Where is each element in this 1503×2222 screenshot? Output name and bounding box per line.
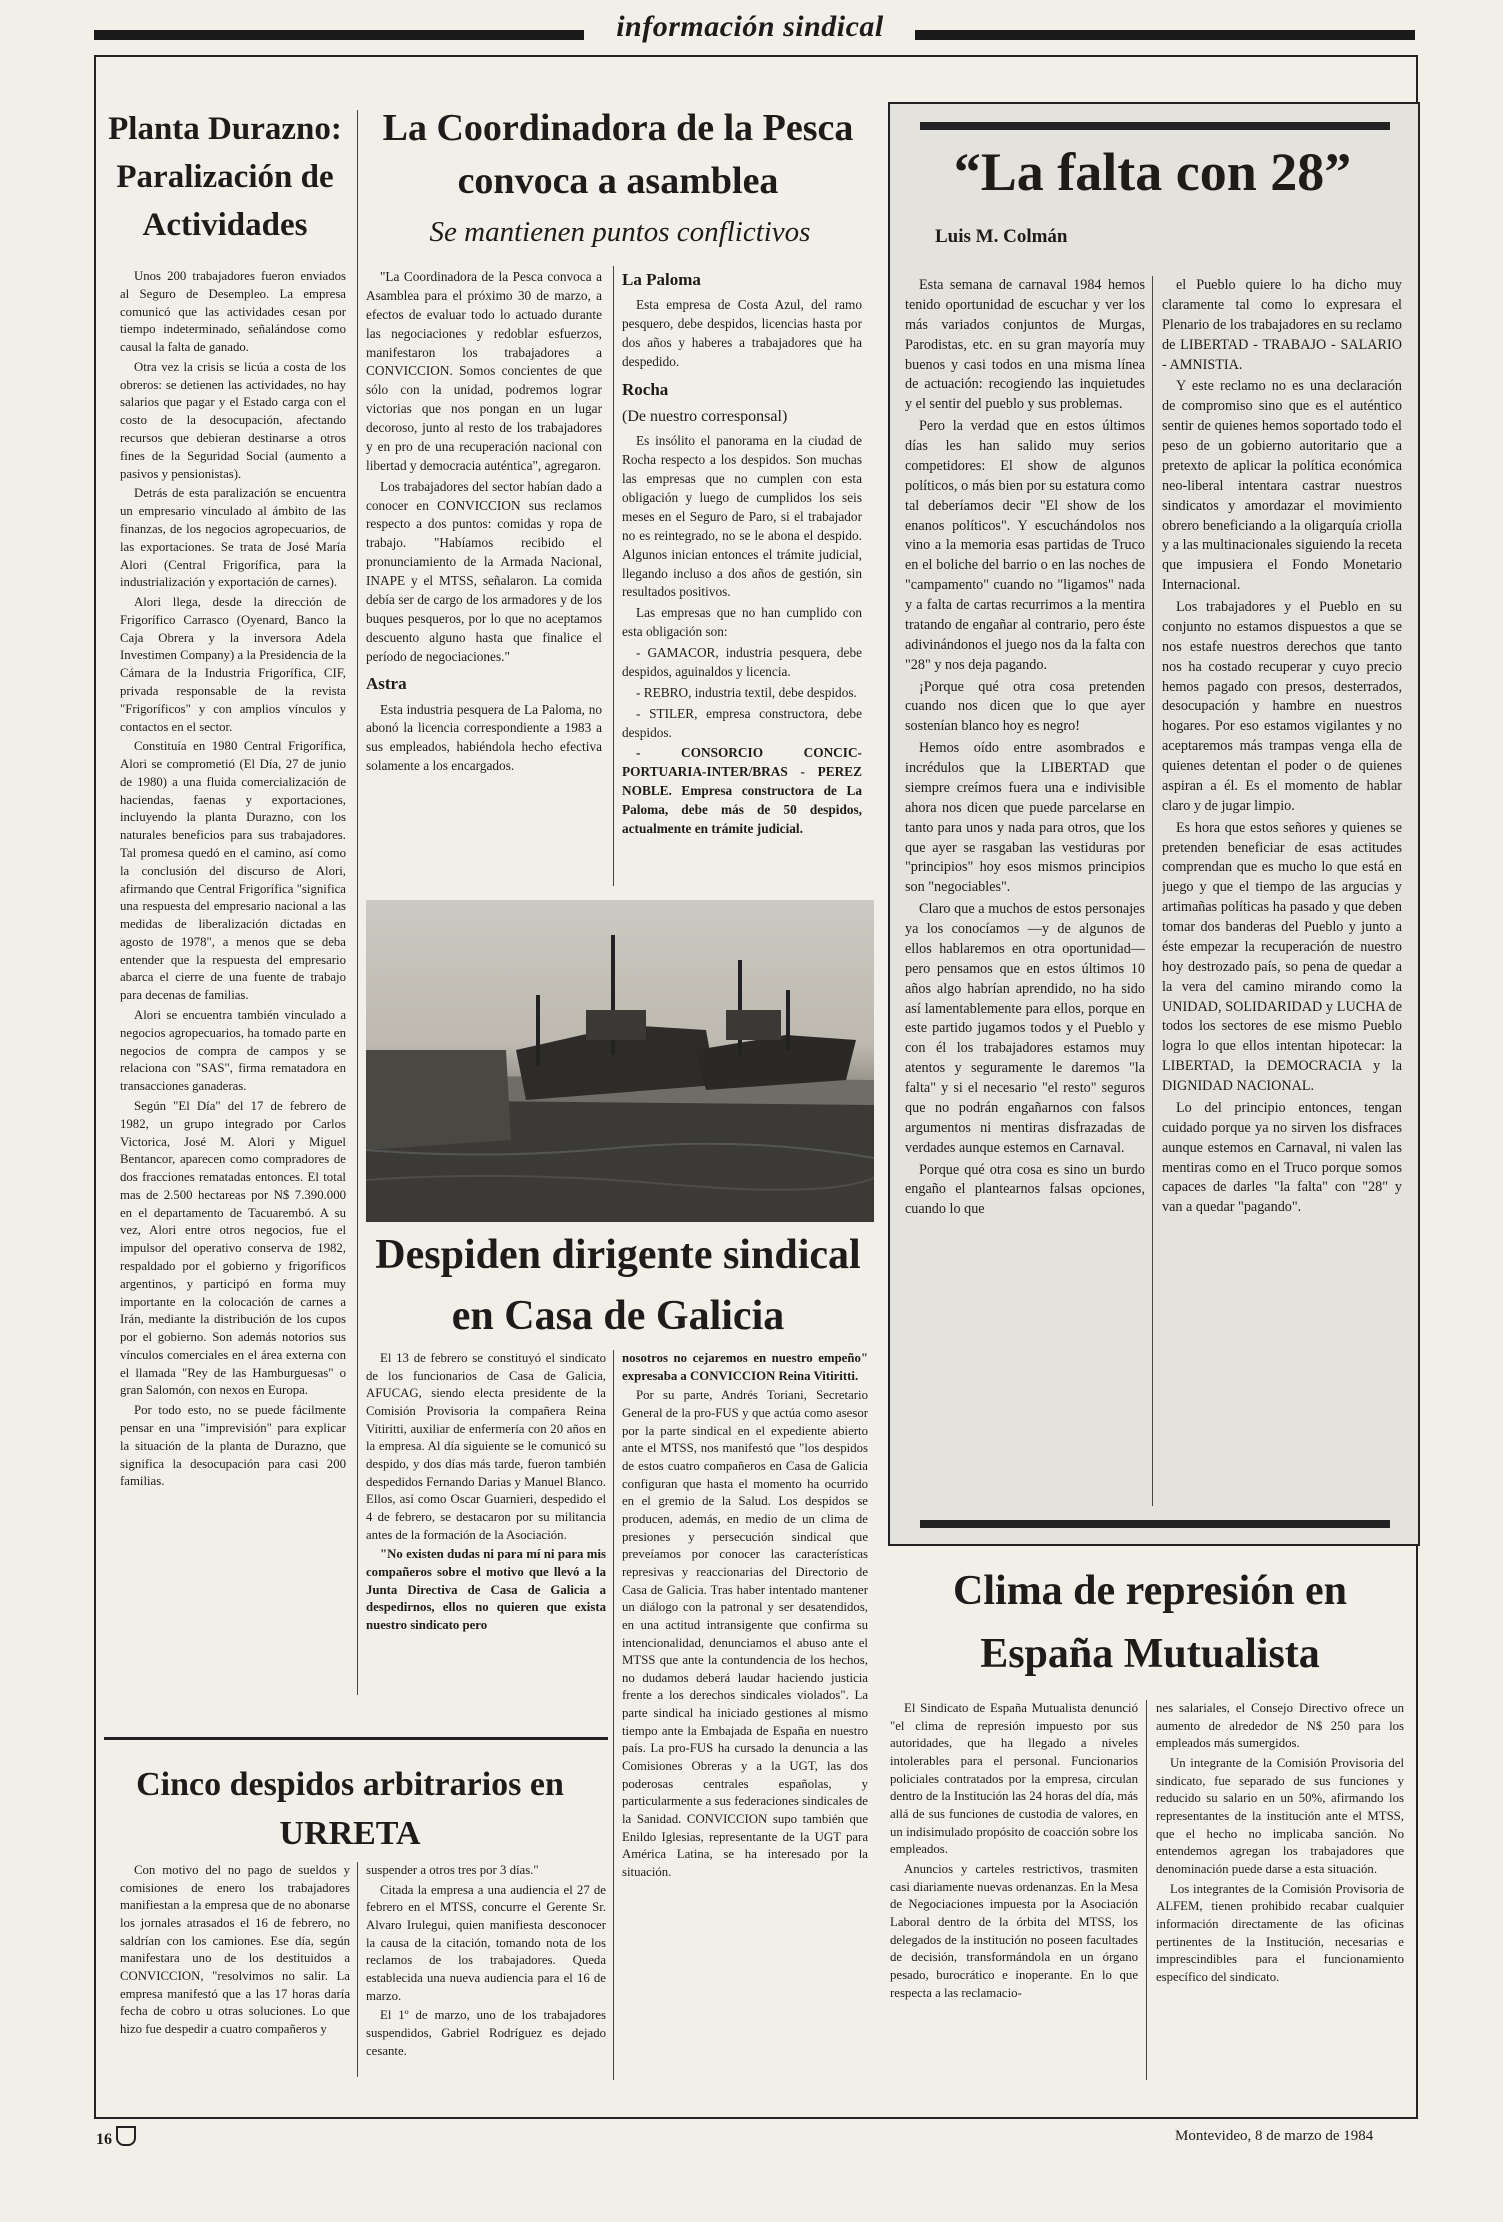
- column-divider: [357, 1862, 358, 2077]
- opinion-paragraph: el Pueblo quiere lo ha dicho muy claramente tal como lo expresara el Plenario de los trabajadores en su reclamo de LIBERTAD - TRABAJO - SALARIO - AMNISTIA.: [1162, 277, 1402, 373]
- espana-column-1: [890, 1700, 1138, 2080]
- column-divider: [357, 110, 358, 1695]
- section-title: información sindical: [590, 10, 910, 44]
- urreta-column-1: [120, 1862, 350, 2077]
- column-divider: [1152, 276, 1153, 1506]
- column-divider: [613, 266, 614, 886]
- rocha-list-item: - REBRO, industria textil, debe despidos.: [636, 684, 857, 700]
- opinion-column-2: [1162, 276, 1402, 1496]
- galicia-paragraph: Por su parte, Andrés Toriani, Secretario General de la pro-FUS y que actúa como asesor por la parte sindical en el expediente abierto ante el MTSS, nos manifestó que "los despidos de estos cuatro compañeros en Casa de Galicia configuran que hasta el momento ha ocurrido en el gremio de la Salud. Los despidos se producen, además, en medio de un clima de presiones y persecución sindical que preveíamos por conocer las características represivas y reaccionarias del Directorio de Casa de Galicia. Tras haber intentado mantener un diálogo con la patronal y ser desatendidos, en una actitud intransigente que confirma su intencionalidad, denunciamos el abuso ante el MTSS que ante la contundencia de los hechos, no dudamos deberá laudar haciendo justicia frente a los derechos sindicales violados". La parte sindical ha iniciado gestiones al mismo tiempo ante la Embajada de España en nuestro país. La pro-FUS ha cursado la denuncia a las Comisiones Obreras y a la UGT, las dos poderosas centrales españolas, y particularmente a sus federaciones sindicales de la Sanidad. CONVICCION supo también que Enildo Iglesias, representante de la UGT para América Latina, se ha interesado por la situación.: [622, 1388, 868, 1880]
- durazno-paragraph: Detrás de esta paralización se encuentra un empresario vinculado al ámbito de las finanzas, de los negocios agropecuarios, de las exportaciones. Se trata de José María Alori (Central Frigorífica, para la industrialización y exportación de carnes).: [120, 486, 346, 590]
- fishing-boats-illustration: [366, 900, 874, 1222]
- rocha-list-item: - GAMACOR, industria pesquera, debe despidos, aguinaldos y licencia.: [622, 645, 862, 679]
- pesca-subtitle: Se mantienen puntos conflictivos: [429, 216, 811, 248]
- espana-paragraph: El Sindicato de España Mutualista denunció "el clima de represión impuesto por sus autoridades, que ha llegado a niveles intolerables para el personal. Funcionarios policiales contratados por la empresa, circulan dentro de la Institución las 24 horas del día, más allá de sus funciones de custodia de valores, en un indisimulado propósito de coacción sobre los empleados.: [890, 1701, 1138, 1857]
- astra-paragraph: Esta industria pesquera de La Paloma, no abonó la licencia correspondiente a 1983 a sus empleados, habiéndola hecho efectiva solamente a los encargados.: [366, 701, 602, 774]
- urreta-paragraph: Citada la empresa a una audiencia el 27 de febrero en el MTSS, concurre el Gerente Sr. Alvaro Irulegui, quien manifiesta desconocer la causa de la citación, tomando nota de los reclamos de los trabajadores. Queda establecida una nueva audiencia para el 16 de marzo.: [366, 1882, 606, 2003]
- rocha-list-item: - CONSORCIO CONCIC-PORTUARIA-INTER/BRAS - PEREZ NOBLE. Empresa constructora de La Paloma, debe más de 50 despidos, actualmente en trámite judicial.: [622, 745, 862, 836]
- urreta-paragraph: Con motivo del no pago de sueldos y comisiones de enero los trabajadores manifiestan a la empresa que de no abonarse los jornales atrasados el 16 de febrero, no saldrían con los camiones. Ese día, según manifestara uno de los destituidos a CONVICCION, "resolvimos no salir. La empresa manifestó que a las 17 horas daría fecha de cobro u otras soluciones. Lo que hizo fue despedir a cuatro compañeros y: [120, 1863, 350, 2036]
- durazno-paragraph: Por todo esto, no se puede fácilmente pensar en una "imprevisión" para explicar la situación de la planta de Durazno, que significa la desocupación para casi 200 familias.: [120, 1403, 346, 1489]
- espana-column-2: [1156, 1700, 1404, 2080]
- opinion-bottom-rule: [920, 1520, 1390, 1528]
- pesca-paragraph: "La Coordinadora de la Pesca convoca a Asamblea para el próximo 30 de marzo, a efectos de evaluar todo lo actuado durante las negociaciones y redoblar esfuerzos, manifestaron los trabajadores a CONVICCION. Somos concientes de que sólo con la unidad, podremos lograr victorias que nos pongan en un lugar decoroso, junto al resto de los trabajadores y en pro de una recuperación nacional con libertad y democracia auténtica", agregaron.: [366, 269, 602, 473]
- opinion-top-rule: [920, 122, 1390, 130]
- galicia-paragraph: nosotros no cejaremos en nuestro empeño" expresaba a CONVICCION Reina Vitiritti.: [622, 1351, 868, 1383]
- rocha-paragraph: Es insólito el panorama en la ciudad de Rocha respecto a los despidos. Son muchas las empresas que no cumplen con esta obligación y luego de cumplidos los seis meses en el Seguro de Paro, si el trabajador no es reintegrado, no se le abona el despido. Algunos inician entonces el trámite judicial, llegando incluso a dos años de gestión, sin resultados positivos.: [622, 433, 862, 600]
- durazno-body: [120, 268, 346, 1723]
- durazno-paragraph: Unos 200 trabajadores fueron enviados al Seguro de Desempleo. La empresa comunicó que las actividades cesan por tiempo indeterminado, señalándose como causal la falta de ganado.: [120, 269, 346, 355]
- opinion-headline: “La falta con 28”: [953, 142, 1352, 202]
- astra-subhead: Astra: [366, 674, 407, 694]
- column-divider: [613, 1350, 614, 2080]
- page-number-text: 16: [96, 2131, 112, 2148]
- galicia-headline: Despiden dirigente sindical en Casa de Galicia: [375, 1232, 861, 1339]
- urreta-headline: Cinco despidos arbitrarios en URRETA: [136, 1766, 564, 1853]
- espana-headline: Clima de represión en España Mutualista: [953, 1568, 1347, 1677]
- column-divider: [1146, 1700, 1147, 2080]
- pesca-paragraph: Los trabajadores del sector habían dado a conocer en CONVICCION sus reclamos respecto a dos puntos: comidas y ropa de trabajo. "Habíamos recibido el pronunciamiento de la Armada Nacional, INAPE y el MTSS, señalaron. La comida debía ser de cargo de los armadores y de los buques pesqueros, por lo que no aceptamos descuento alguno hasta que finalice el período de negociaciones.": [366, 478, 602, 664]
- durazno-headline: Planta Durazno: Paralización de Actividades: [108, 111, 342, 243]
- rocha-list-item: - STILER, empresa constructora, debe despidos.: [622, 705, 862, 740]
- galicia-column-2: [622, 1350, 868, 2080]
- pesca-headline: La Coordinadora de la Pesca convoca a asamblea: [382, 107, 854, 203]
- durazno-paragraph: Alori se encuentra también vinculado a negocios agropecuarios, ha tomado parte en negocios de compra de campos y se relaciona con "SAS", firma rematadora en transacciones ganaderas.: [120, 1008, 346, 1094]
- rocha-paragraph: Las empresas que no han cumplido con esta obligación son:: [622, 605, 862, 640]
- rocha-subhead: Rocha: [622, 379, 669, 399]
- durazno-paragraph: Otra vez la crisis se licúa a costa de los obreros: se detienen las actividades, no hay salarios que pagar y el Estado carga con el costo de la desocupación, afectando recursos que debieran destinarse a otros fines de la Seguridad Social (aumento a pasivos y pensionistas).: [120, 359, 346, 481]
- opinion-author: Luis M. Colmán: [935, 226, 1068, 247]
- opinion-paragraph: Es hora que estos señores y quienes se pretenden beneficiar de esas actitudes comprendan que es mucho lo que está en juego y que el tiempo de las argucias y artimañas políticas ha pasado y que deben tomar dos banderas del Pueblo y junto a éste empezar la recuperación de nuestro hoy destrozado país, so pena de quedar a la vera del camino mirando como la UNIDAD, SOLIDARIDAD y LUCHA de todos los sectores de ese mismo Pueblo logra lo que ellos intentan hipotecar: la LIBERTAD, la DEMOCRACIA y la DIGNIDAD NACIONAL.: [1162, 819, 1402, 1094]
- place-date: Montevideo, 8 de marzo de 1984: [1175, 2128, 1374, 2144]
- urreta-paragraph: El 1º de marzo, uno de los trabajadores suspendidos, Gabriel Rodríguez es dejado cesante.: [366, 2008, 606, 2058]
- opinion-paragraph: Lo del principio entonces, tengan cuidado porque ya no sirven los disfraces aunque estemos en Carnaval, ni valen las mentiras como en el Truco porque somos capaces de darles "la falta" con "28" y van a quedar "pagando".: [1162, 1099, 1402, 1216]
- opinion-column-1: [905, 276, 1145, 1496]
- urreta-paragraph: suspender a otros tres por 3 días.": [366, 1863, 539, 1877]
- header-rule-left: [94, 30, 584, 40]
- durazno-paragraph: Según "El Día" del 17 de febrero de 1982, un grupo integrado por Carlos Victorica, José M. Alori y Miguel Bentancor, aparecen como compradores de dos fracciones rematadas entonces. El total mas de 2.500 hectareas por N$ 7.390.000 en el departamento de Tacuarembó. A su vez, Alori entre otros negocios, fue el impulsor del operativo conserva de 1982, respaldado por el gobierno y frigoríficos argentinos, y participó en forma muy importante en la colocación de carnes a Irán, mediante la distribución de los cupos por el gobierno. Son además notorios sus vínculos comerciales en el área externa con el llamada "Rey de las Hamburguesas" o gran Salomón, con nexos en Europa.: [120, 1098, 346, 1398]
- page-number: [96, 2126, 136, 2149]
- header-rule-right: [915, 30, 1415, 40]
- galicia-paragraph: El 13 de febrero se constituyó el sindicato de los funcionarios de Casa de Galicia, AFUCAG, siendo electa presidente de la Comisión Provisoria la compañera Reina Vitiritti, auxiliar de enfermería con 20 años en la empresa. Al día siguiente se le comunicó su despido, y dos días más tarde, fueron también despedidos Fernando Darias y Manuel Blanco. Ellos, así como Oscar Guarnieri, despedido el 4 de febrero, se destacaron por su militancia antes de la formación de la Asociación.: [366, 1351, 606, 1542]
- opinion-paragraph: Hemos oído entre asombrados e incrédulos que la LIBERTAD que siempre creímos fuera una e indivisible ahora nos dicen que puede parcelarse en tanto para unos y nada para otros, que los que ayer se rasgaban las vestiduras por "principios" hoy esos mismos principios son "negociables".: [905, 740, 1145, 896]
- urreta-top-rule: [104, 1737, 608, 1740]
- espana-paragraph: nes salariales, el Consejo Directivo ofrece un aumento de alrededor de N$ 250 para los empleados más sumergidos.: [1156, 1701, 1404, 1751]
- espana-paragraph: Los integrantes de la Comisión Provisoria de ALFEM, tienen prohibido recabar cualquier información directamente de las oficinas pertinentes de la Institución, necesarias e imprescindibles para el funcionamiento específico del sindicato.: [1156, 1881, 1404, 1984]
- pesca-column-2: [622, 268, 862, 888]
- durazno-paragraph: Alori llega, desde la dirección de Frigorífico Carrasco (Oyenard, Banco la Caja Obrera y la inversora Adela Investimen Company) a la Presidencia de la Cámara de la Industria Frigorífica, CIF, privada responsable de la revista "Frigoríficos" y con amplios vínculos y contactos en el sector.: [120, 595, 346, 734]
- opinion-paragraph: Esta semana de carnaval 1984 hemos tenido oportunidad de escuchar y ver los más variados conjuntos de Murgas, Parodistas, etc. en su gran mayoría muy buenos y casi todos en una misma línea de actuación: recogiendo las inquietudes y el sentir del pueblo y sus problemas.: [905, 277, 1145, 413]
- rocha-source: (De nuestro corresponsal): [622, 407, 788, 425]
- publication-logo-icon: [116, 2126, 136, 2146]
- espana-paragraph: Anuncios y carteles restrictivos, trasmiten casi diariamente nuevas ordenanzas. En la Mesa de Negociaciones impuesta por la Asociación Laboral dentro de la órbita del MTSS, los delegados de la institución no poseen facultades de decisión, transformándola en un órgano pesado, burocrático e inoperante. En lo que respecta a las reclamacio-: [890, 1861, 1138, 2000]
- paloma-paragraph: Esta empresa de Costa Azul, del ramo pesquero, debe despidos, licencias hasta por dos años y haberes a trabajadores que ha despedido.: [622, 297, 862, 369]
- opinion-paragraph: ¡Porque qué otra cosa pretenden cuando nos dicen que lo que ayer sostenían blanco hoy es negro!: [905, 678, 1145, 735]
- urreta-column-2: [366, 1862, 606, 2077]
- opinion-paragraph: Claro que a muchos de estos personajes ya los conocíamos —y de algunos de ellos hablaremos en otra oportunidad— pero pensamos que en estos últimos 10 años algo habrían aprendido, no ha sido así lamentablemente para ellos, porque en este partido jugamos todos y el Pueblo y con él los trabajadores estamos muy atentos y seguramente le daremos "la falta" y si el necesario "el resto" seguros que no podrán engañarnos con falsos argumentos ni mentiras disfrazadas de verdades aunque estemos en Carnaval.: [905, 901, 1145, 1156]
- espana-paragraph: Un integrante de la Comisión Provisoria del sindicato, fue separado de sus funciones y reducido su salario en un 50%, afirmando los representantes de la institución ante el MTSS, que el hecho no implicaba sanción. No entendemos agregan los trabajadores que denominación puede darse a esta situación.: [1156, 1755, 1404, 1876]
- fishing-boats-photo: [366, 900, 874, 1222]
- opinion-paragraph: Los trabajadores y el Pueblo en su conjunto no estamos dispuestos a que se nos estafe nuestros derechos que tanto nos ha costado recuperar y cuyo precio hemos pagado con presos, desterrados, desocupación y hambre en nuestros hogares. Por eso estamos vigilantes y no aceptaremos más trampas venga ella de quienes detentan el poder o de quienes aspiran a él. Es el momento de hablar claro y de jugar limpio.: [1162, 599, 1402, 814]
- paloma-subhead: La Paloma: [622, 270, 701, 289]
- pesca-column-1: [366, 268, 602, 888]
- opinion-paragraph: Pero la verdad que en estos últimos días les han salido muy serios competidores: El show de algunos políticos, o más bien por su estatura como tal deberíamos decir "El show de los enanos políticos". Y escuchándolos nos vino a la memoria esas partidas de Truco en el boliche del barrio o en las noches de "campamento" cuando no "ligamos" nada y a falta de cartas recurrimos a la mentira tratando de engañar al contrario, pero éste adivinándonos el juego nos da la falta con "28" y nos deja pagando.: [905, 418, 1145, 673]
- galicia-column-1: [366, 1350, 606, 1720]
- durazno-paragraph: Constituía en 1980 Central Frigorífica, Alori se comprometió (El Día, 27 de junio de 1980) a una fluida comercialización de haciendas, faenas y exportaciones, incluyendo la planta Durazno, con los naturales beneficios para sus trabajadores. Tal promesa quedó en el camino, así como la conclusión del discurso de Alori, afirmando que Central Frigorífica "significa una respuesta del empresario nacional a las medidas de liberalización dictadas en agosto de 1978", a menos que se deba entender que la respuesta del empresario abarca el cierre de una fuente de trabajo para decenas de familias.: [120, 739, 346, 1003]
- opinion-paragraph: Y este reclamo no es una declaración de compromiso sino que es el auténtico sentir de quienes hemos soportado todo el peso de un gobierno autoritario que a pretexto de aplicar la política económica neo-liberal intentara castrar nuestros sindicatos y amordazar el movimiento obrero beneficiando a la oligarquía criolla y a las multinacionales siguiendo la receta que impusiera el Fondo Monetario Internacional.: [1162, 378, 1402, 594]
- opinion-paragraph: Porque qué otra cosa es sino un burdo engaño el plantearnos falsas opciones, cuando lo que: [905, 1161, 1145, 1218]
- galicia-quote: "No existen dudas ni para mí ni para mis compañeros sobre el motivo que llevó a la Junta Directiva de Casa de Galicia a despedirnos, ellos no quieren que exista nuestro sindicato pero: [366, 1547, 606, 1632]
